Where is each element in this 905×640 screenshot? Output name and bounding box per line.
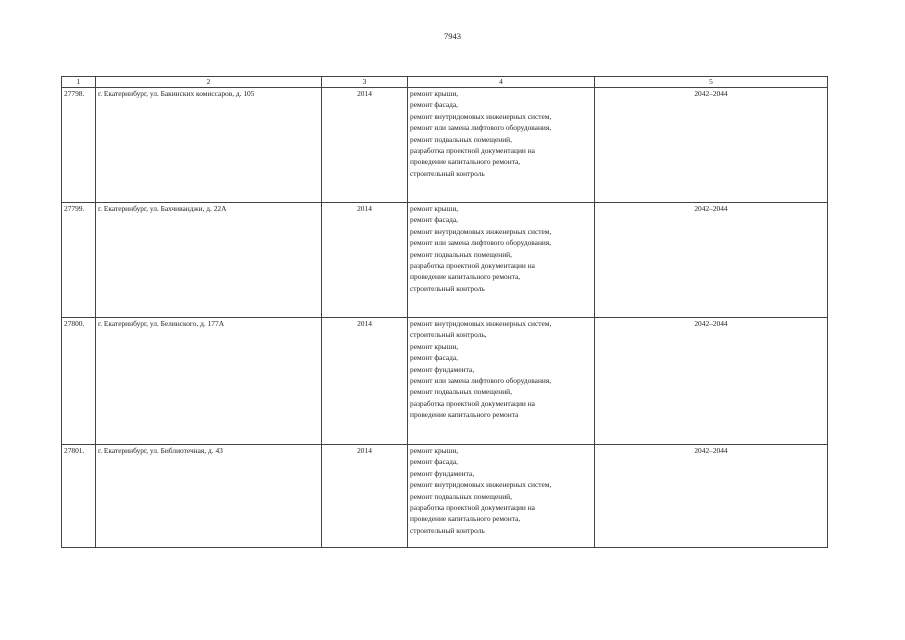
registry-table (61, 76, 828, 548)
table-row (62, 318, 828, 445)
work-item: строительный контроль (410, 525, 485, 535)
work-item: разработка проектной документации на (410, 261, 535, 271)
work-item: ремонт внутридомовых инженерных систем, (410, 111, 552, 121)
work-item: ремонт подвальных помещений, (410, 134, 512, 144)
row-period: 2042–2044 (595, 203, 828, 318)
row-address: г. Екатеринбург, ул. Бахчиванджи, д. 22А (96, 203, 322, 318)
row-works (408, 318, 595, 445)
work-item: ремонт или замена лифтового оборудования, (410, 123, 552, 133)
row-number: 27800. (62, 318, 96, 445)
work-item: ремонт внутридомовых инженерных систем, (410, 480, 552, 490)
work-item: строительный контроль, (410, 330, 487, 340)
row-period: 2042–2044 (595, 445, 828, 548)
work-item: строительный контроль (410, 168, 485, 178)
work-item: ремонт фасада, (410, 215, 458, 225)
work-item: ремонт или замена лифтового оборудования, (410, 376, 552, 386)
work-item: ремонт крыши, (410, 89, 459, 98)
work-item: проведение капитального ремонта (410, 410, 519, 420)
table-row (62, 445, 828, 548)
row-year: 2014 (322, 203, 408, 318)
row-year: 2014 (322, 445, 408, 548)
row-address: г. Екатеринбург, ул. Белинского, д. 177А (96, 318, 322, 445)
column-header-address: 2 (96, 77, 322, 88)
work-item: проведение капитального ремонта, (410, 157, 521, 167)
row-number: 27798. (62, 88, 96, 203)
table-row (62, 88, 828, 203)
column-header-works: 4 (408, 77, 595, 88)
table-header-row (62, 77, 828, 88)
work-item: ремонт фундамента, (410, 468, 475, 478)
work-item: разработка проектной документации на (410, 146, 535, 156)
row-address: г. Екатеринбург, ул. Библиотечная, д. 43 (96, 445, 322, 548)
work-item: ремонт фасада, (410, 457, 458, 467)
column-header-year: 3 (322, 77, 408, 88)
work-item: разработка проектной документации на (410, 503, 535, 513)
row-number: 27801. (62, 445, 96, 548)
row-address: г. Екатеринбург, ул. Бакинских комиссаров, д. 105 (96, 88, 322, 203)
work-item: проведение капитального ремонта, (410, 272, 521, 282)
column-header-period: 5 (595, 77, 828, 88)
work-item: ремонт подвальных помещений, (410, 491, 512, 501)
work-item: ремонт подвальных помещений, (410, 387, 512, 397)
work-item: ремонт внутридомовых инженерных систем, (410, 226, 552, 236)
work-item: ремонт крыши, (410, 204, 459, 213)
work-item: разработка проектной документации на (410, 398, 535, 408)
work-item: ремонт фундамента, (410, 364, 475, 374)
work-item: ремонт фасада, (410, 100, 458, 110)
work-item: строительный контроль (410, 283, 485, 293)
table-row (62, 203, 828, 318)
work-item: ремонт крыши, (410, 341, 459, 351)
work-item: ремонт или замена лифтового оборудования, (410, 238, 552, 248)
row-year: 2014 (322, 318, 408, 445)
row-works (408, 203, 595, 318)
row-number: 27799. (62, 203, 96, 318)
row-works (408, 88, 595, 203)
page-number: 7943 (444, 31, 461, 41)
column-header-number: 1 (62, 77, 96, 88)
row-period: 2042–2044 (595, 318, 828, 445)
work-item: ремонт подвальных помещений, (410, 249, 512, 259)
work-item: ремонт внутридомовых инженерных систем, (410, 319, 552, 328)
row-year: 2014 (322, 88, 408, 203)
work-item: ремонт фасада, (410, 353, 458, 363)
row-period: 2042–2044 (595, 88, 828, 203)
row-works (408, 445, 595, 548)
work-item: проведение капитального ремонта, (410, 514, 521, 524)
work-item: ремонт крыши, (410, 446, 459, 455)
